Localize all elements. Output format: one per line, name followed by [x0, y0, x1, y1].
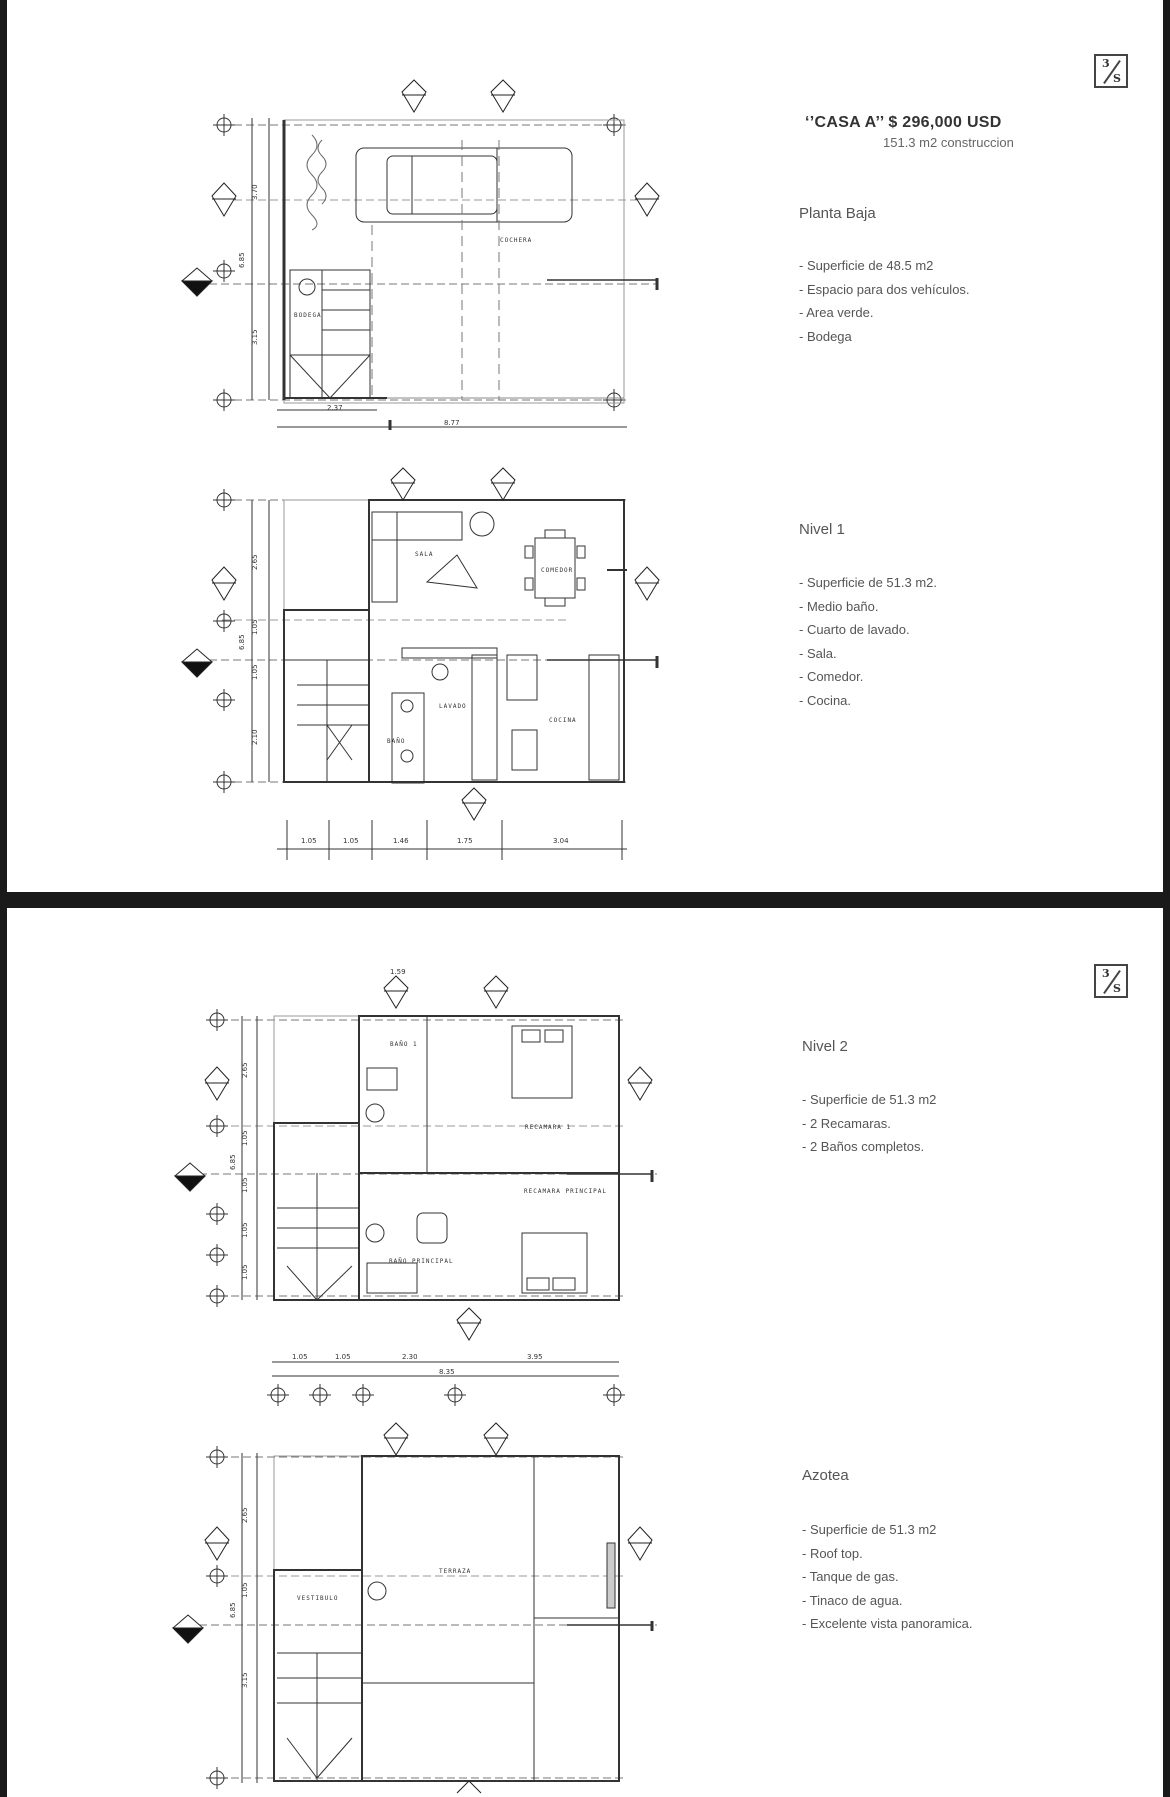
dim-label: 6.85: [238, 634, 246, 650]
feature-list-azotea: [802, 1518, 973, 1636]
feature-item: - Superficie de 51.3 m2: [802, 1092, 937, 1107]
label-bano-1: BAÑO 1: [390, 1041, 418, 1048]
planta-baja-plan: [182, 80, 659, 430]
dim-label: 1.05: [241, 1130, 249, 1146]
feature-item: - Comedor.: [799, 669, 864, 684]
feature-item: - Sala.: [799, 645, 837, 661]
page-2: [7, 908, 1163, 1797]
feature-item: - Espacio para dos vehículos.: [799, 281, 970, 297]
section-heading-planta-baja: Planta Baja: [799, 205, 876, 222]
dim-label: 2.65: [241, 1062, 249, 1078]
dim-label: 3.15: [251, 329, 259, 345]
floor-plans-page-1: [7, 0, 787, 892]
feature-item: - 2 Baños completos.: [802, 1139, 925, 1154]
label-terraza: TERRAZA: [439, 1568, 472, 1575]
label-bodega: BODEGA: [294, 312, 322, 319]
label-sala: SALA: [415, 551, 434, 558]
label-vestibulo: VESTIBULO: [297, 1595, 339, 1602]
azotea-plan: [173, 1423, 657, 1793]
dim-label: 1.05: [335, 1353, 351, 1361]
dim-label: 1.05: [292, 1353, 308, 1361]
feature-item: - Roof top.: [802, 1545, 863, 1561]
label-cochera: COCHERA: [500, 237, 533, 244]
label-recamara-1: RECAMARA 1: [525, 1124, 572, 1131]
dim-label: 8.77: [444, 419, 460, 427]
dim-label: 1.75: [457, 837, 473, 845]
feature-item: - Tanque de gas.: [802, 1569, 899, 1584]
feature-item: - Medio baño.: [799, 598, 879, 614]
feature-list-nivel-2: [802, 1088, 936, 1159]
dim-label: 1.46: [393, 837, 409, 845]
dim-label: 1.05: [251, 619, 259, 635]
dim-label: 3.70: [251, 184, 259, 200]
logo-3s-icon: 3 S: [1094, 964, 1128, 998]
property-title: ‘’CASA A’’ $ 296,000 USD: [805, 114, 1002, 131]
dim-label: 3.95: [527, 1353, 543, 1361]
section-heading-nivel-1: Nivel 1: [799, 521, 845, 538]
section-heading-nivel-2: Nivel 2: [802, 1038, 848, 1055]
logo-3s-icon: 3 S: [1094, 54, 1128, 88]
feature-list-planta-baja: [799, 254, 970, 348]
dim-label: 8.35: [439, 1368, 455, 1376]
feature-item: - Excelente vista panoramica.: [802, 1616, 973, 1631]
label-bano-principal: BAÑO PRINCIPAL: [389, 1258, 454, 1265]
label-lavado: LAVADO: [439, 703, 467, 710]
dim-label: 1.59: [390, 968, 406, 976]
feature-item: - Cocina.: [799, 692, 852, 708]
dim-label: 1.05: [241, 1582, 249, 1598]
dim-label: 2.65: [241, 1507, 249, 1523]
feature-item: - Superficie de 51.3 m2.: [799, 575, 938, 590]
floor-plans-page-2: [7, 908, 787, 1797]
feature-item: - 2 Recamaras.: [802, 1115, 891, 1131]
label-bano: BAÑO: [387, 738, 406, 745]
dim-label: 1.05: [241, 1264, 249, 1280]
feature-item: - Bodega: [799, 328, 852, 344]
dim-label: 1.05: [251, 664, 259, 680]
dim-label: 1.05: [241, 1222, 249, 1238]
dim-label: 1.05: [301, 837, 317, 845]
label-comedor: COMEDOR: [541, 567, 574, 574]
dim-label: 6.85: [238, 252, 246, 268]
section-heading-azotea: Azotea: [802, 1467, 849, 1484]
dim-label: 2.10: [251, 729, 259, 745]
dim-label: 6.85: [229, 1154, 237, 1170]
dim-label: 6.85: [229, 1602, 237, 1618]
label-recamara-principal: RECAMARA PRINCIPAL: [524, 1188, 608, 1195]
feature-list-nivel-1: [799, 571, 937, 712]
label-cocina: COCINA: [549, 717, 577, 724]
feature-item: - Tinaco de agua.: [802, 1592, 903, 1608]
nivel-1-plan: [182, 468, 659, 860]
feature-item: - Area verde.: [799, 305, 874, 320]
feature-item: - Superficie de 51.3 m2: [802, 1522, 937, 1537]
dim-label: 3.04: [553, 837, 569, 845]
dim-label: 3.15: [241, 1672, 249, 1688]
page-1: [7, 0, 1163, 892]
feature-item: - Cuarto de lavado.: [799, 622, 910, 637]
dim-label: 2.65: [251, 554, 259, 570]
feature-item: - Superficie de 48.5 m2: [799, 258, 934, 273]
dim-label: 2.30: [402, 1353, 418, 1361]
dim-label: 2.37: [327, 404, 343, 412]
construction-area: 151.3 m2 construccion: [883, 135, 1014, 150]
dim-label: 1.05: [343, 837, 359, 845]
dim-label: 1.05: [241, 1177, 249, 1193]
